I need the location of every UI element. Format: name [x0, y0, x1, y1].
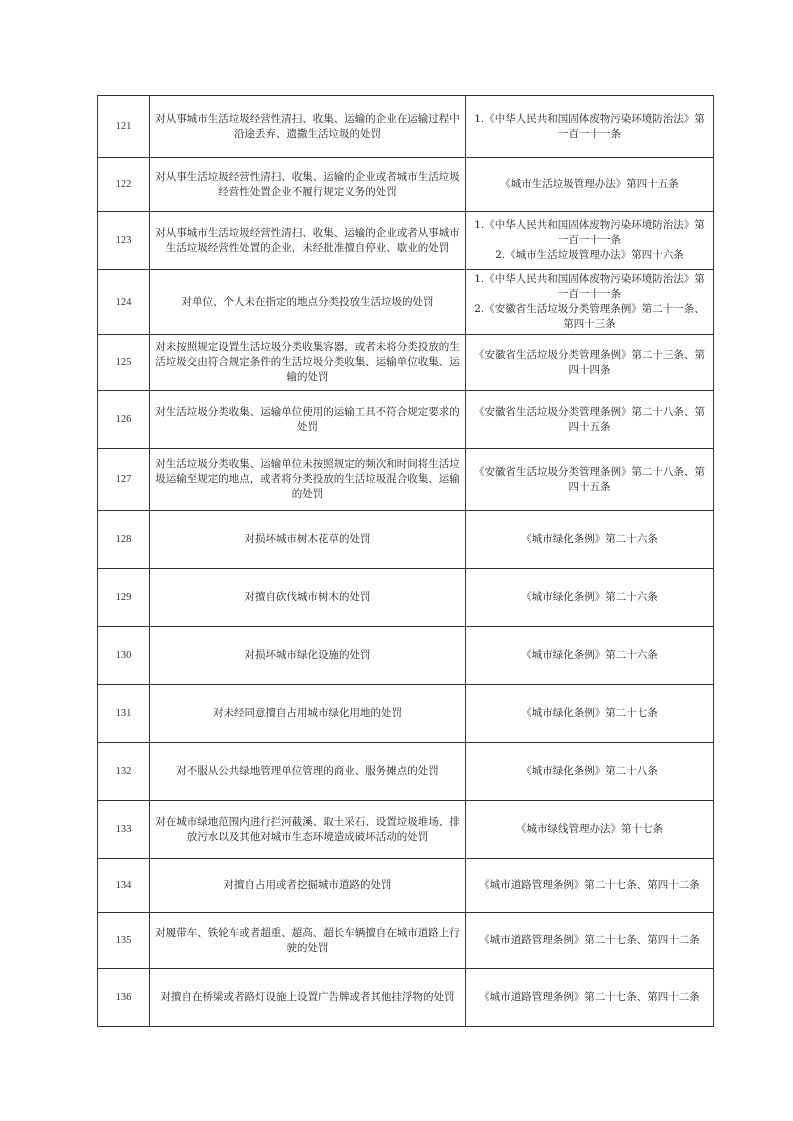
penalty-item: 对损坏城市绿化设施的处罚	[150, 627, 466, 685]
row-number: 131	[98, 685, 150, 743]
legal-basis-line: 1.《中华人民共和国固体废物污染环境防治法》第一百一十一条	[474, 219, 705, 246]
legal-basis	[466, 511, 714, 569]
legal-basis-line: 《城市道路管理条例》第二十七条、第四十二条	[479, 934, 700, 946]
legal-basis	[466, 158, 714, 212]
row-number: 123	[98, 212, 150, 270]
legal-basis	[466, 859, 714, 913]
legal-basis	[466, 913, 714, 969]
row-number: 124	[98, 270, 150, 335]
legal-basis-line: 《城市生活垃圾管理办法》第四十五条	[500, 178, 679, 190]
row-number: 135	[98, 913, 150, 969]
row-number: 127	[98, 449, 150, 511]
table-row	[98, 685, 714, 743]
penalty-item: 对生活垃圾分类收集、运输单位未按照规定的频次和时间将生活垃圾运输至规定的地点，或者将分类投放的生活垃圾混合收集、运输的处罚	[150, 449, 466, 511]
legal-basis	[466, 212, 714, 270]
table-row	[98, 96, 714, 158]
table-row	[98, 743, 714, 801]
table-row	[98, 335, 714, 391]
table-body	[98, 96, 714, 1027]
table-row	[98, 801, 714, 859]
legal-basis-line: 《安徽省生活垃圾分类管理条例》第二十八条、第四十五条	[474, 405, 705, 433]
legal-basis-line: 《安徽省生活垃圾分类管理条例》第二十三条、第四十四条	[474, 348, 705, 376]
penalty-item: 对从事生活垃圾经营性清扫、收集、运输的企业或者城市生活垃圾经营性处置企业不履行规定义务的处罚	[150, 158, 466, 212]
row-number: 128	[98, 511, 150, 569]
penalty-item: 对单位、个人未在指定的地点分类投放生活垃圾的处罚	[150, 270, 466, 335]
legal-basis	[466, 96, 714, 158]
legal-basis-line: 《城市绿化条例》第二十八条	[521, 765, 658, 777]
row-number: 134	[98, 859, 150, 913]
table-row	[98, 212, 714, 270]
penalty-item: 对从事城市生活垃圾经营性清扫、收集、运输的企业或者从事城市生活垃圾经营性处置的企业，未经批准擅自停业、歇业的处罚	[150, 212, 466, 270]
table-row	[98, 569, 714, 627]
legal-basis	[466, 270, 714, 335]
table-row	[98, 158, 714, 212]
legal-basis-line: 《城市道路管理条例》第二十七条、第四十二条	[479, 879, 700, 891]
penalty-item: 对擅自在桥梁或者路灯设施上设置广告牌或者其他挂浮物的处罚	[150, 969, 466, 1027]
legal-basis-line: 《城市绿线管理办法》第十七条	[516, 823, 663, 835]
legal-basis	[466, 801, 714, 859]
legal-basis-line: 《城市道路管理条例》第二十七条、第四十二条	[479, 991, 700, 1003]
table-row	[98, 859, 714, 913]
table-row	[98, 969, 714, 1027]
row-number: 121	[98, 96, 150, 158]
table-row	[98, 511, 714, 569]
row-number: 130	[98, 627, 150, 685]
legal-basis	[466, 335, 714, 391]
legal-basis	[466, 969, 714, 1027]
legal-basis	[466, 743, 714, 801]
penalty-item: 对擅自砍伐城市树木的处罚	[150, 569, 466, 627]
legal-basis-line: 1.《中华人民共和国固体废物污染环境防治法》第一百一十一条	[474, 112, 705, 140]
penalty-item: 对生活垃圾分类收集、运输单位使用的运输工具不符合规定要求的处罚	[150, 391, 466, 449]
legal-basis-line: 《城市绿化条例》第二十七条	[521, 707, 658, 719]
legal-basis-line: 《城市绿化条例》第二十六条	[521, 649, 658, 661]
legal-basis	[466, 685, 714, 743]
legal-basis-line: 2.《城市生活垃圾管理办法》第四十六条	[495, 249, 684, 261]
row-number: 125	[98, 335, 150, 391]
penalty-item: 对在城市绿地范围内进行拦河截溪、取土采石、设置垃圾堆场、排放污水以及其他对城市生态环境造成破坏活动的处罚	[150, 801, 466, 859]
penalty-item: 对未按照规定设置生活垃圾分类收集容器，或者未将分类投放的生活垃圾交由符合规定条件的生活垃圾分类收集、运输单位收集、运输的处罚	[150, 335, 466, 391]
table-row	[98, 913, 714, 969]
table-row	[98, 391, 714, 449]
legal-basis-line: 《城市绿化条例》第二十六条	[521, 591, 658, 603]
row-number: 132	[98, 743, 150, 801]
penalty-item: 对损坏城市树木花草的处罚	[150, 511, 466, 569]
penalty-items-table	[97, 95, 714, 1027]
penalty-item: 对擅自占用或者挖掘城市道路的处罚	[150, 859, 466, 913]
row-number: 129	[98, 569, 150, 627]
legal-basis	[466, 627, 714, 685]
table-row	[98, 627, 714, 685]
row-number: 126	[98, 391, 150, 449]
row-number: 122	[98, 158, 150, 212]
legal-basis	[466, 449, 714, 511]
row-number: 136	[98, 969, 150, 1027]
penalty-item: 对履带车、铁轮车或者超重、超高、超长车辆擅自在城市道路上行驶的处罚	[150, 913, 466, 969]
legal-basis	[466, 569, 714, 627]
table-row	[98, 270, 714, 335]
legal-basis-line: 《安徽省生活垃圾分类管理条例》第二十八条、第四十五条	[474, 465, 705, 493]
row-number: 133	[98, 801, 150, 859]
legal-basis-line: 《城市绿化条例》第二十六条	[521, 533, 658, 545]
legal-basis-line: 1.《中华人民共和国固体废物污染环境防治法》第一百一十一条	[474, 273, 705, 300]
legal-basis-line: 2.《安徽省生活垃圾分类管理条例》第二十一条、第四十三条	[474, 303, 705, 330]
penalty-item: 对不服从公共绿地管理单位管理的商业、服务摊点的处罚	[150, 743, 466, 801]
penalty-item: 对从事城市生活垃圾经营性清扫、收集、运输的企业在运输过程中沿途丢弃、遗撒生活垃圾的处罚	[150, 96, 466, 158]
table-row	[98, 449, 714, 511]
legal-basis	[466, 391, 714, 449]
penalty-item: 对未经同意擅自占用城市绿化用地的处罚	[150, 685, 466, 743]
